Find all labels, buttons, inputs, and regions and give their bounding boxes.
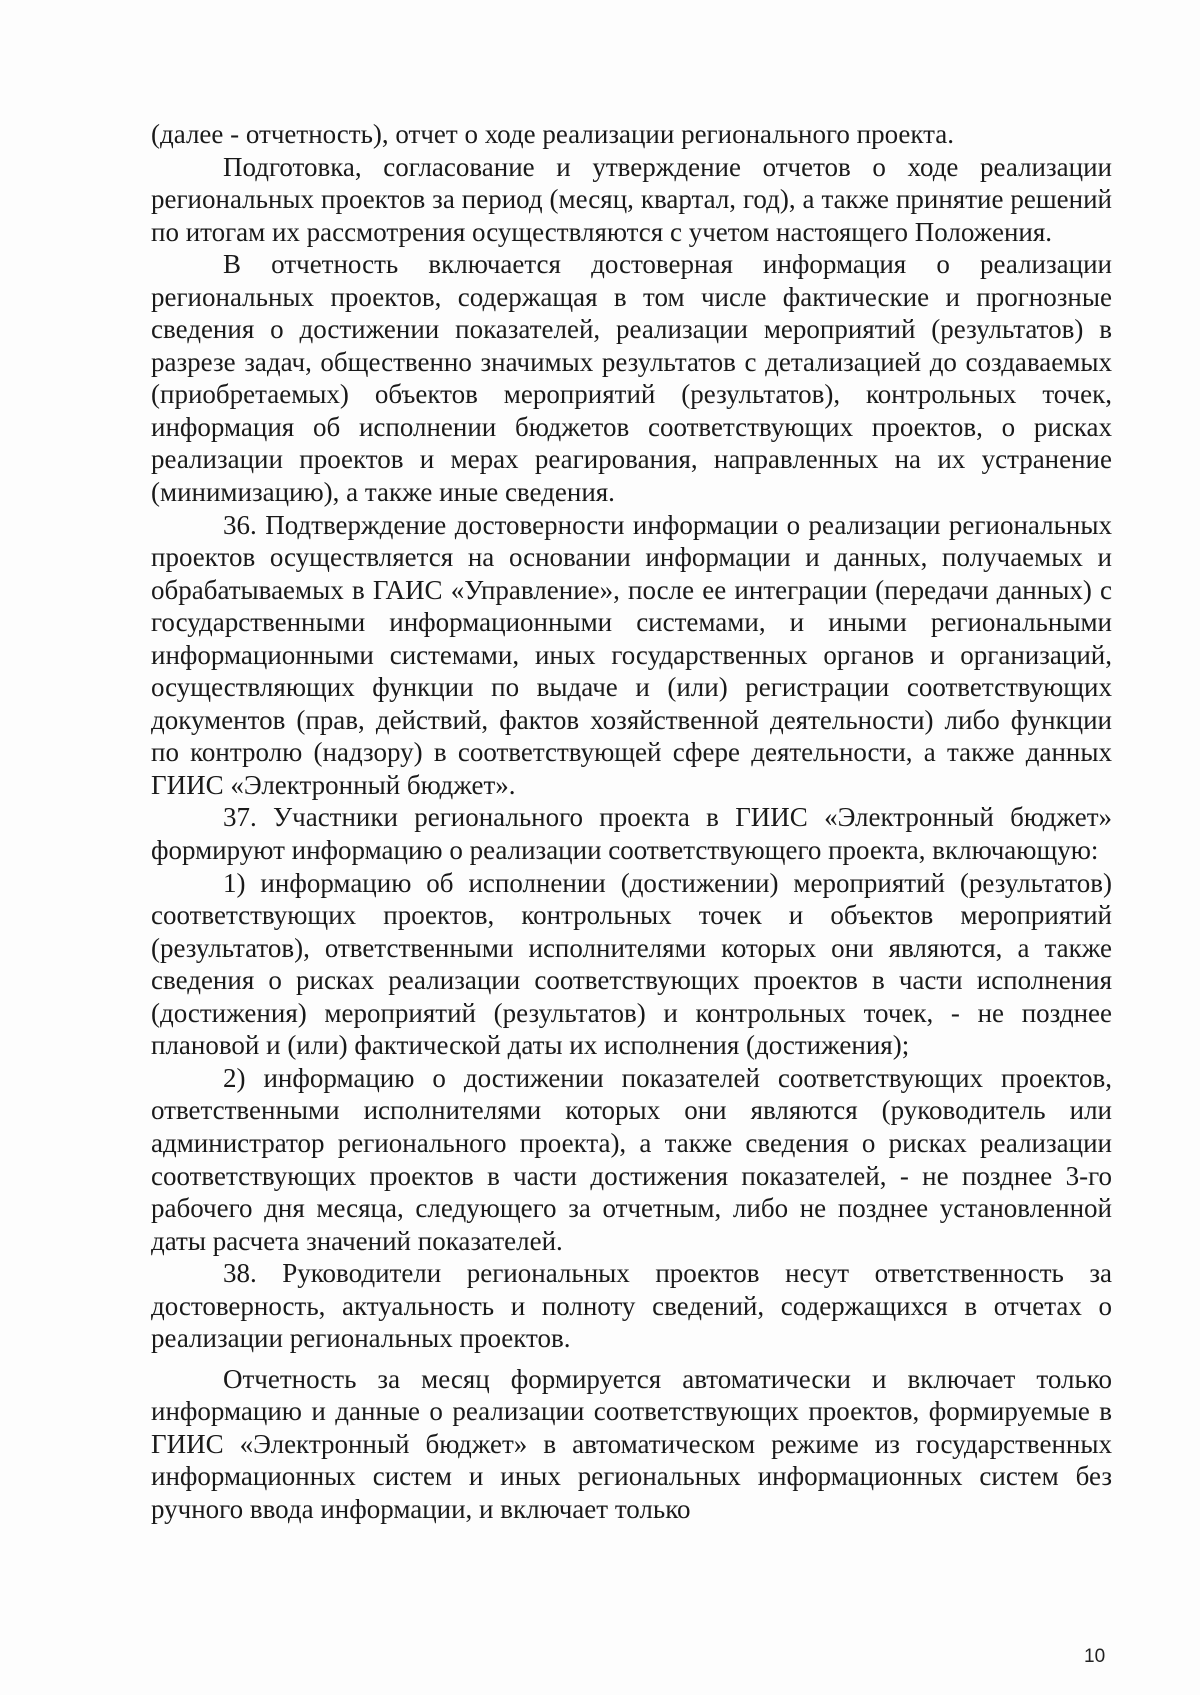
paragraph-report-contents: В отчетность включается достоверная информация о реализации региональных проектов, содержащая в том числе фактические и прогнозные сведения о достижении показателей, реализации мероприятий (результатов) в разрезе задач, общественно значимых результатов с детализацией до создаваемых (приобретаемых) объектов мероприятий (результатов), контрольных точек, информация об исполнении бюджетов соответствующих проектов, о рисках реализации проектов и мерах реагирования, направленных на их устранение (минимизацию), а также иные сведения. [151,249,1112,508]
paragraph-item-36: 36. Подтверждение достоверности информации о реализации региональных проектов осуществляется на основании информации и данных, получаемых и обрабатываемых в ГАИС «Управление», после ее интеграции (передачи данных) с государственными информационными системами, и иными региональными информационными системами, иных государственных органов и организаций, осуществляющих функции по выдаче и (или) регистрации соответствующих документов (прав, действий, фактов хозяйственной деятельности) либо функции по контролю (надзору) в соответствующей сфере деятельности, а также данных ГИИС «Электронный бюджет». [151,509,1112,800]
paragraph-monthly-reporting: Отчетность за месяц формируется автоматически и включает только информацию и данные о реализации соответствующих проектов, формируемые в ГИИС «Электронный бюджет» в автоматическом режиме из государственных информационных систем и иных региональных информационных систем без ручного ввода информации, и включает только [151,1363,1112,1524]
paragraph-subitem-1: 1) информацию об исполнении (достижении) мероприятий (результатов) соответствующих проектов, контрольных точек и объектов мероприятий (результатов), ответственными исполнителями которых они являются, а также сведения о рисках реализации соответствующих проектов в части исполнения (достижения) мероприятий (результатов) и контрольных точек, - не позднее плановой и (или) фактической даты их исполнения (достижения); [151,867,1112,1061]
paragraph-report-preparation: Подготовка, согласование и утверждение отчетов о ходе реализации региональных проектов за период (месяц, квартал, год), а также принятие решений по итогам их рассмотрения осуществляются с учетом настоящего Положения. [151,151,1112,247]
paragraph-continuation: (далее - отчетность), отчет о ходе реализации регионального проекта. [151,119,955,149]
page-number: 10 [1084,1646,1106,1667]
document-body [151,118,1112,1526]
paragraph-item-38: 38. Руководители региональных проектов несут ответственность за достоверность, актуальность и полноту сведений, содержащихся в отчетах о реализации региональных проектов. [151,1258,1112,1354]
paragraph-subitem-2: 2) информацию о достижении показателей соответствующих проектов, ответственными исполнителями которых они являются (руководитель или администратор регионального проекта), а также сведения о рисках реализации соответствующих проектов в части достижения показателей, - не позднее 3-го рабочего дня месяца, следующего за отчетным, либо не позднее установленной даты расчета значений показателей. [151,1062,1112,1256]
paragraph-item-37: 37. Участники регионального проекта в ГИИС «Электронный бюджет» формируют информацию о реализации соответствующего проекта, включающую: [151,802,1112,866]
